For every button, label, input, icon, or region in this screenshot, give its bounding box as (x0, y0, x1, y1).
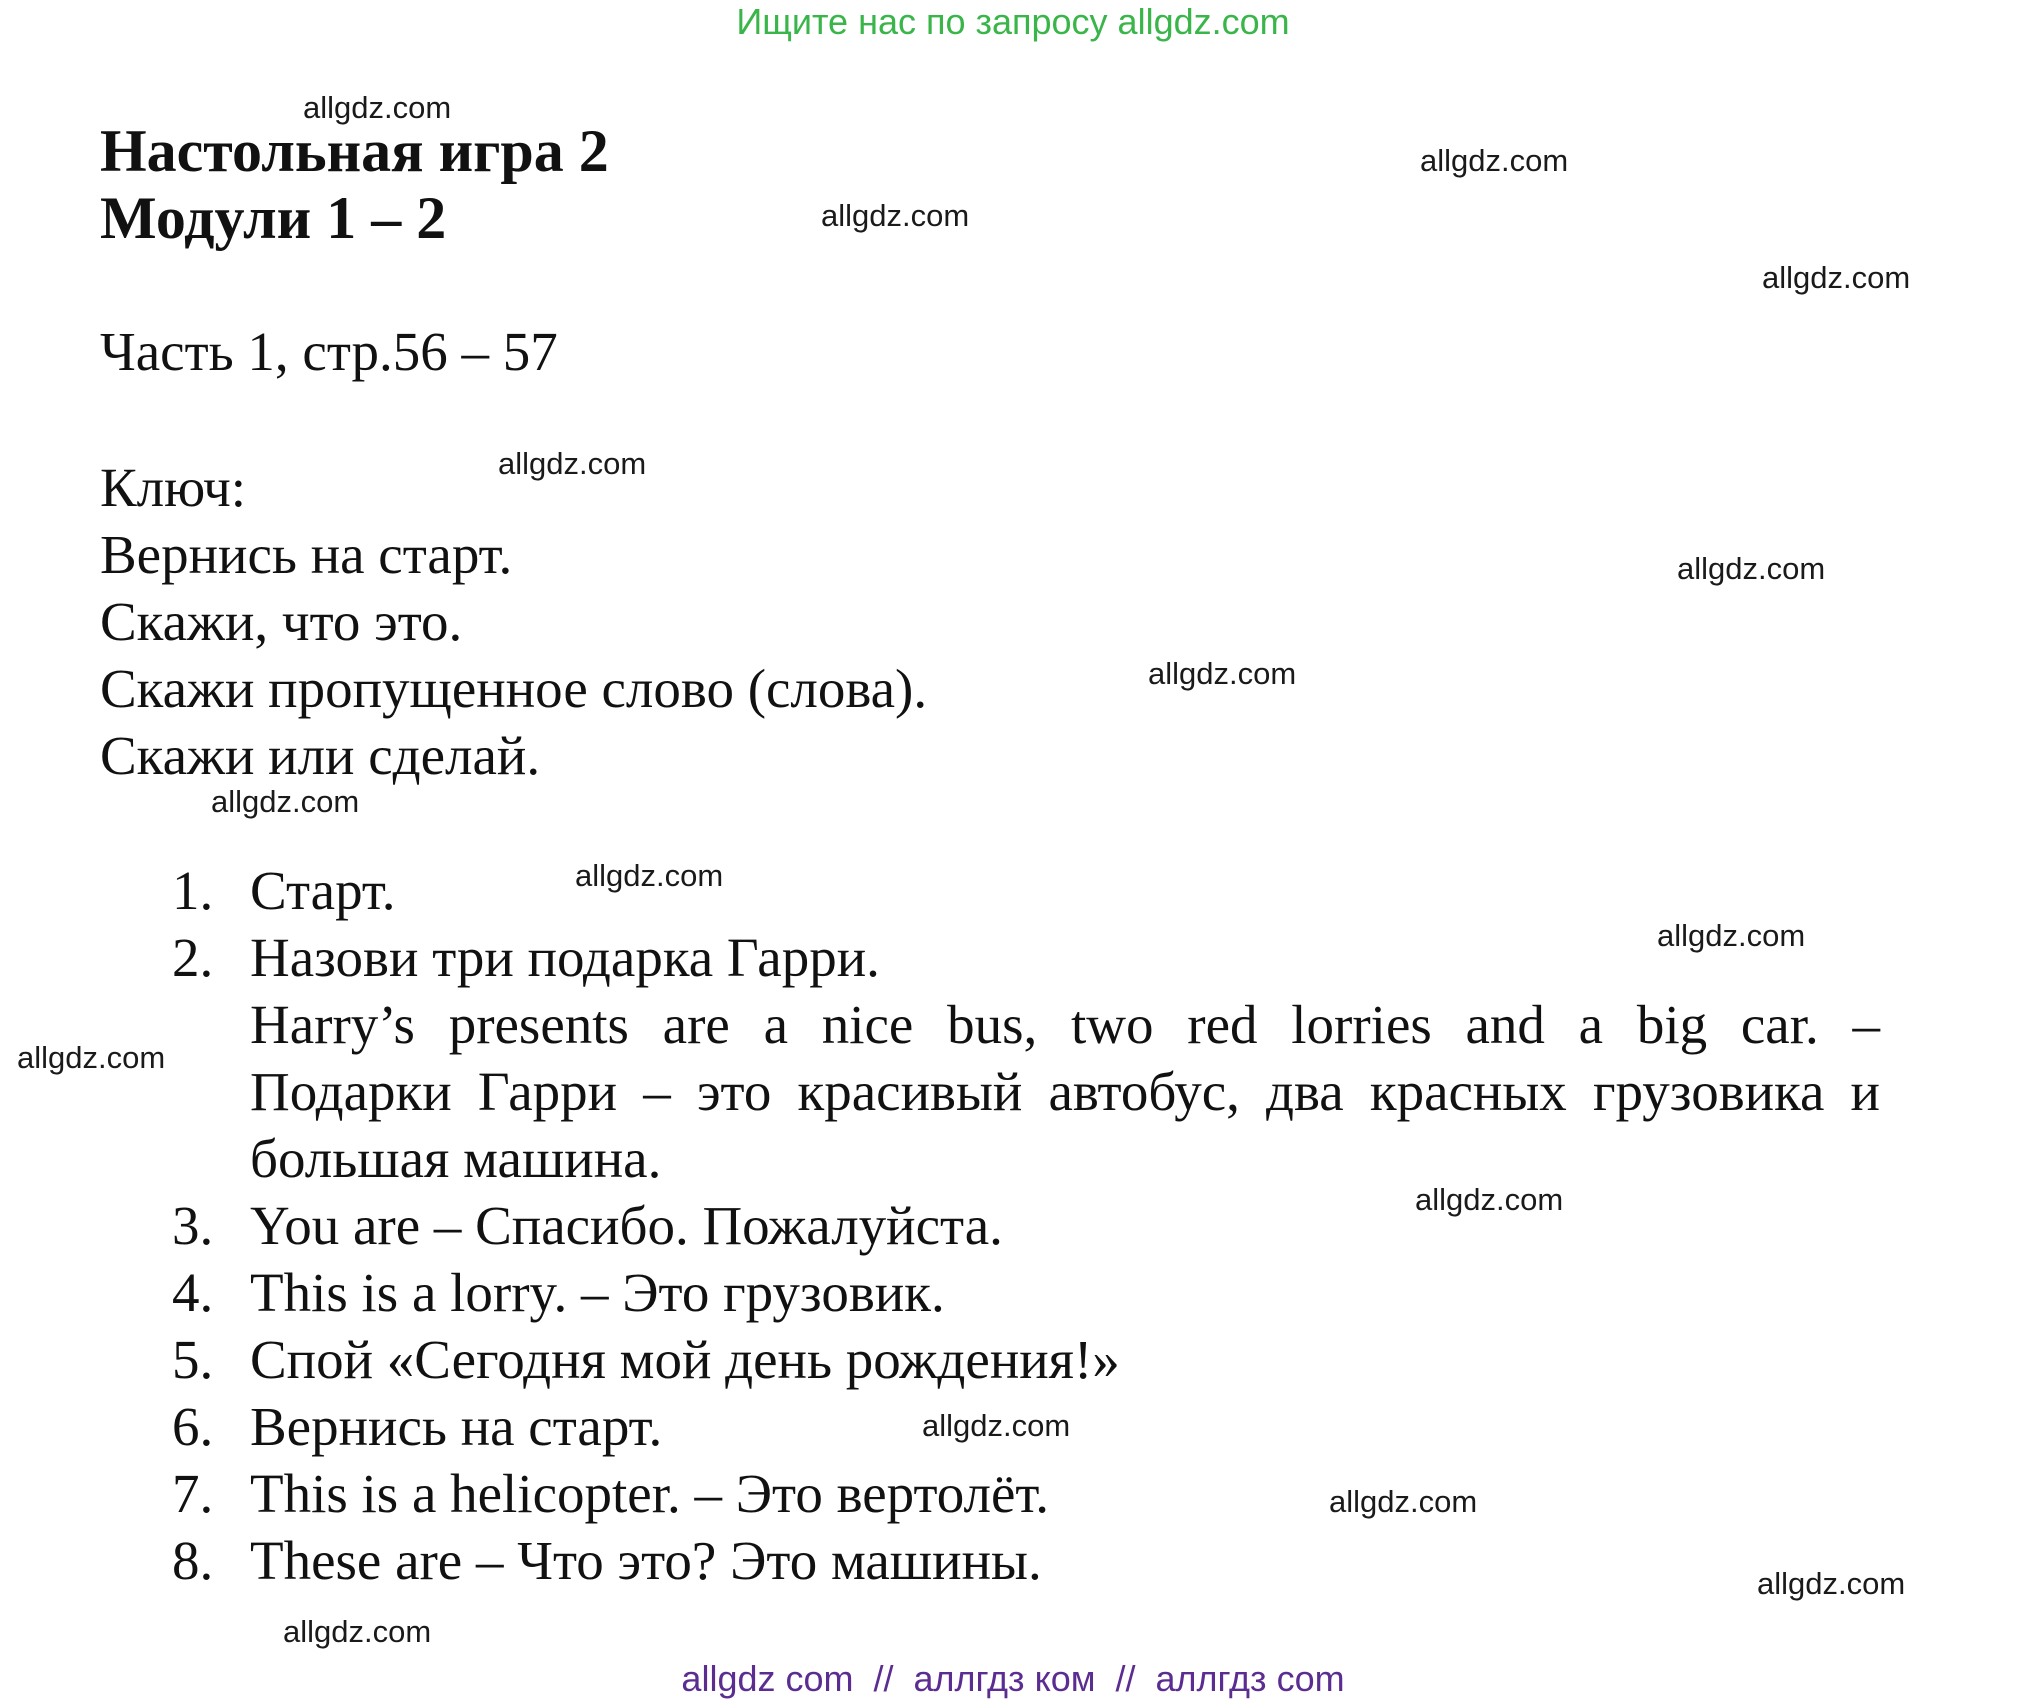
part-reference: Часть 1, стр.56 – 57 (100, 321, 558, 382)
list-item-number: 3. (172, 1195, 214, 1256)
list-item: These are – Что это? Это машины. (250, 1530, 1042, 1591)
key-line: Скажи или сделай. (100, 725, 541, 786)
key-line: Скажи пропущенное слово (слова). (100, 658, 928, 719)
list-item-number: 1. (172, 860, 214, 921)
watermark: allgdz.com (211, 784, 360, 819)
list-item-number: 8. (172, 1530, 214, 1591)
page-title-line2: Модули 1 – 2 (100, 185, 447, 251)
list-item-number: 2. (172, 927, 214, 988)
watermark: allgdz.com (1677, 551, 1826, 586)
watermark: allgdz.com (922, 1408, 1071, 1443)
list-item: This is a lorry. – Это грузовик. (250, 1262, 945, 1323)
page-title-line1: Настольная игра 2 (100, 118, 609, 184)
list-item: Вернись на старт. (250, 1396, 663, 1457)
list-item: Спой «Сегодня мой день рождения!» (250, 1329, 1120, 1390)
list-item-detail: Harry’s presents are a nice bus, two red lorries and a big car. – (250, 994, 1880, 1055)
list-item-number: 5. (172, 1329, 214, 1390)
watermark: allgdz.com (1762, 260, 1911, 295)
watermark: allgdz.com (1415, 1182, 1564, 1217)
list-item: Старт. (250, 860, 396, 921)
key-line: Вернись на старт. (100, 524, 513, 585)
footer-links[interactable]: allgdz com // аллгдз ком // аллгдз com (681, 1658, 1345, 1699)
list-item-number: 7. (172, 1463, 214, 1524)
watermark: allgdz.com (1329, 1484, 1478, 1519)
watermark: allgdz.com (303, 90, 452, 125)
list-item: You are – Спасибо. Пожалуйста. (250, 1195, 1003, 1256)
key-label: Ключ: (100, 457, 247, 518)
watermark: allgdz.com (283, 1614, 432, 1649)
watermark: allgdz.com (498, 446, 647, 481)
list-item-number: 6. (172, 1396, 214, 1457)
list-item-number: 4. (172, 1262, 214, 1323)
list-item-detail: большая машина. (250, 1128, 662, 1189)
watermark: allgdz.com (17, 1040, 166, 1075)
top-banner[interactable]: Ищите нас по запросу allgdz.com (736, 1, 1290, 42)
list-item: This is a helicopter. – Это вертолёт. (250, 1463, 1050, 1524)
watermark: allgdz.com (1657, 918, 1806, 953)
list-item-detail: Подарки Гарри – это красивый автобус, два красных грузовика и (250, 1061, 1880, 1122)
key-line: Скажи, что это. (100, 591, 463, 652)
watermark: allgdz.com (1148, 656, 1297, 691)
watermark: allgdz.com (821, 198, 970, 233)
watermark: allgdz.com (575, 858, 724, 893)
watermark: allgdz.com (1420, 143, 1569, 178)
watermark: allgdz.com (1757, 1566, 1906, 1601)
list-item: Назови три подарка Гарри. (250, 927, 880, 988)
